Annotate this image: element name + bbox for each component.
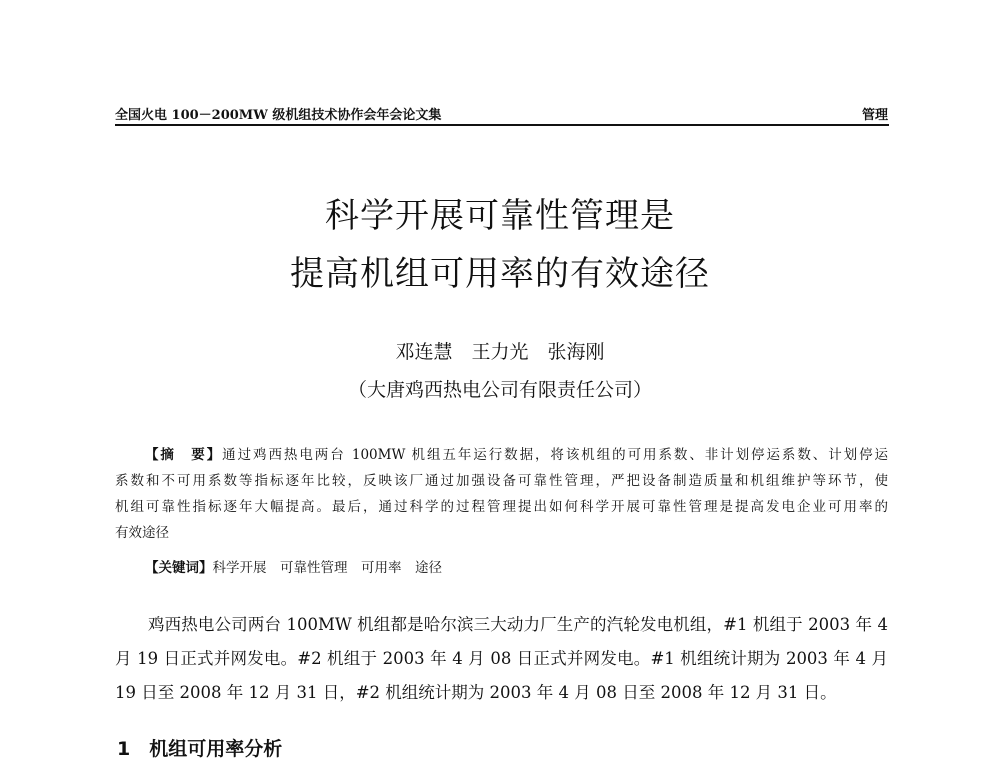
header-rule bbox=[115, 124, 889, 126]
body-line: 19 日至 2008 年 12 月 31 日，#2 机组统计期为 2003 年 4 月 08 日至 2008 年 12 月 31 日。 bbox=[115, 683, 837, 702]
running-header-journal: 全国火电 100－200MW 级机组技术协作会年会论文集 bbox=[115, 108, 442, 123]
abstract-line: 【摘 要】通过鸡西热电两台 100MW 机组五年运行数据，将该机组的可用系数、非计划停运系数、计划停运 bbox=[145, 447, 888, 463]
abstract-line: 有效途径 bbox=[115, 525, 169, 541]
affiliation: （大唐鸡西热电公司有限责任公司） bbox=[347, 379, 652, 401]
keywords-label: 【关键词】 bbox=[145, 560, 213, 576]
section-heading: 1 机组可用率分析 bbox=[117, 738, 283, 760]
paper-title-line-1: 科学开展可靠性管理是 bbox=[325, 196, 675, 236]
running-header-section: 管理 bbox=[861, 108, 888, 123]
abstract-label: 【摘 要】 bbox=[145, 447, 223, 463]
body-line: 鸡西热电公司两台 100MW 机组都是哈尔滨三大动力厂生产的汽轮发电机组，#1 机组于 2003 年 4 bbox=[148, 615, 888, 634]
abstract-line: 机组可靠性指标逐年大幅提高。最后，通过科学的过程管理提出如何科学开展可靠性管理是提高发电企业可用率的 bbox=[115, 499, 888, 515]
keywords bbox=[145, 556, 888, 576]
authors: 邓连慧 王力光 张海刚 bbox=[395, 341, 605, 363]
abstract-line: 系数和不可用系数等指标逐年比较，反映该厂通过加强设备可靠性管理，严把设备制造质量和机组维护等环节，使 bbox=[115, 473, 888, 489]
body-line: 月 19 日正式并网发电。#2 机组于 2003 年 4 月 08 日正式并网发电。#1 机组统计期为 2003 年 4 月 bbox=[115, 649, 888, 668]
paper-title-line-2: 提高机组可用率的有效途径 bbox=[290, 254, 710, 294]
keywords-text: 科学开展 可靠性管理 可用率 途径 bbox=[212, 560, 442, 576]
